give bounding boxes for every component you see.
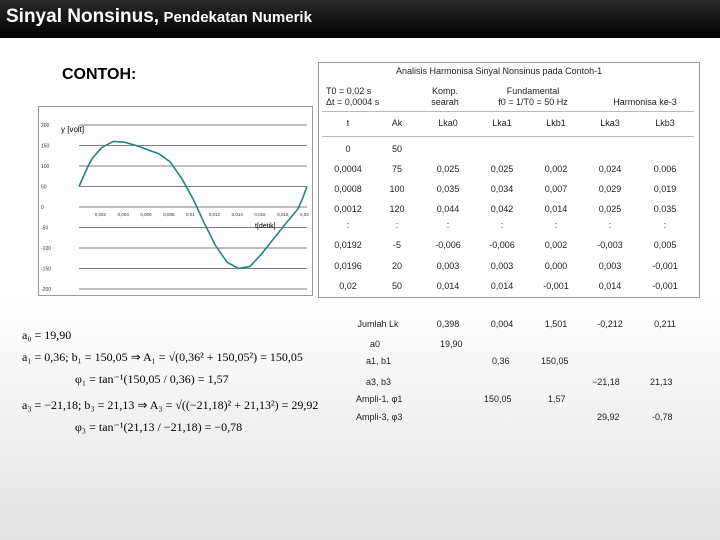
table-cell: -0,006 (435, 240, 461, 250)
x-tick-label: 0,002 (94, 212, 107, 217)
b3-value: 21,13 (650, 377, 673, 387)
ampli1-label: Ampli-1, φ1 (356, 394, 403, 404)
h3-head: Harmonisa ke-3 (613, 97, 677, 107)
table-cell: 0,0012 (334, 204, 362, 214)
table-cell: 0,003 (598, 261, 622, 271)
y-tick-label: 200 (41, 123, 50, 129)
x-tick-label: 0,016 (254, 212, 266, 217)
x-tick-label: 0,006 (140, 212, 152, 217)
waveform-chart (38, 106, 313, 296)
param-t0: T0 = 0,02 s (326, 86, 372, 96)
komp-head-1: Komp. (431, 86, 458, 96)
a3b3-label: a3, b3 (366, 377, 392, 387)
table-cell: -0,003 (597, 240, 623, 250)
table-cell: : (446, 220, 450, 230)
table-cell: 0,035 (653, 204, 677, 214)
table-cell: 20 (391, 261, 402, 271)
table-cell: 0,014 (544, 204, 568, 214)
x-tick-label: 0,004 (117, 212, 129, 217)
title-bar (0, 0, 720, 38)
y-tick-label: -100 (41, 246, 52, 252)
table-cell: 0,029 (598, 184, 622, 194)
x-axis-label: t[detik] (255, 223, 276, 230)
phi3-value: -0,78 (652, 412, 673, 422)
phi1-value: 1,57 (548, 394, 566, 404)
ampli1-value: 150,05 (484, 394, 512, 404)
fund-head-1: Fundamental (506, 86, 560, 96)
formula-a1: a₁ = 0,36; b₁ = 150,05 ⇒ A₁ = √(0,36² + 150,05²) = 150,05 (22, 350, 303, 364)
table-cell: 0,025 (598, 204, 622, 214)
table-cell: 50 (391, 281, 402, 291)
fund-head-2: f0 = 1/T0 = 50 Hz (498, 97, 568, 107)
table-title: Analisis Harmonisa Sinyal Nonsinus pada Contoh-1 (396, 66, 603, 76)
table-cell: 0,014 (490, 281, 514, 291)
table-cell: : (500, 220, 504, 230)
y-tick-label: 100 (41, 164, 50, 170)
y-tick-label: 50 (41, 184, 47, 191)
jumlah-cell: 1,501 (544, 319, 568, 329)
chart-svg (39, 107, 314, 297)
table-cell: : (663, 220, 667, 230)
column-header: Lka1 (492, 118, 512, 128)
table-cell: 0,006 (653, 164, 677, 174)
formula-phi1: φ₁ = tan⁻¹(150,05 / 0,36) = 1,57 (75, 372, 229, 386)
table-cell: -0,001 (543, 281, 569, 291)
formula-a3: a₃ = −21,18; b₃ = 21,13 ⇒ A₃ = √((−21,18)² + 21,13²) = 29,92 (22, 398, 319, 412)
table-cell: : (608, 220, 612, 230)
y-tick-label: -50 (41, 225, 49, 232)
jumlah-label: Jumlah Lk (357, 319, 399, 329)
table-cell: 0,007 (544, 184, 568, 194)
table-cell: 0,019 (653, 184, 677, 194)
table-cell: 0,024 (598, 164, 622, 174)
table-cell: 0,025 (490, 164, 514, 174)
table-cell: 0,005 (653, 240, 677, 250)
divider (322, 136, 694, 137)
ampli3-label: Ampli-3, φ3 (356, 412, 403, 422)
a1b1-label: a1, b1 (366, 356, 392, 366)
jumlah-cell: 0,004 (490, 319, 514, 329)
y-tick-label: 150 (41, 143, 50, 150)
y-tick-label: -200 (41, 287, 52, 293)
y-tick-label: 0 (41, 205, 44, 211)
contoh-label: CONTOH: (62, 66, 137, 83)
b1-value: 150,05 (541, 356, 569, 366)
table-cell: -0,006 (489, 240, 515, 250)
table-cell: 0 (345, 144, 351, 154)
a3-value: −21,18 (592, 377, 620, 387)
table-cell: : (554, 220, 558, 230)
column-header: Lkb1 (546, 118, 566, 128)
y-axis-label: y [volt] (61, 125, 85, 134)
table-cell: 100 (389, 184, 405, 194)
a0-label: a0 (370, 339, 381, 349)
x-tick-label: 0,012 (208, 212, 221, 217)
table-cell: 0,034 (490, 184, 514, 194)
a1-value: 0,36 (492, 356, 510, 366)
x-tick-label: 0,018 (277, 212, 289, 217)
formula-phi3: φ₃ = tan⁻¹(21,13 / −21,18) = −0,78 (75, 420, 243, 434)
jumlah-cell: 0,398 (436, 319, 460, 329)
table-cell: 0,003 (490, 261, 514, 271)
table-cell: : (395, 220, 399, 230)
formula-a0: a₀ = 19,90 (22, 328, 72, 342)
table-cell: 0,0004 (334, 164, 362, 174)
table-cell: 0,014 (598, 281, 622, 291)
jumlah-cell: 0,211 (654, 319, 676, 329)
column-header: t (346, 118, 350, 128)
table-cell: 0,0192 (334, 240, 362, 250)
table-cell: 0,025 (436, 164, 460, 174)
series-line (79, 141, 307, 268)
divider (322, 111, 694, 112)
x-tick-label: 0,01 (186, 212, 195, 217)
table-cell: 0,02 (339, 281, 357, 291)
table-cell: 75 (391, 164, 402, 174)
x-tick-label: 0,014 (231, 212, 243, 217)
table-cell: 120 (389, 204, 405, 214)
y-tick-label: -150 (41, 266, 52, 273)
table-cell: 0,000 (544, 261, 568, 271)
column-header: Lkb3 (655, 118, 675, 128)
table-cell: -5 (392, 240, 401, 250)
komp-head-2: searah (431, 97, 459, 107)
column-header: Lka3 (600, 118, 620, 128)
table-cell: -0,001 (652, 261, 678, 271)
table-cell: 50 (391, 144, 402, 154)
x-tick-label: 0,02 (300, 212, 309, 217)
table-cell: -0,001 (652, 281, 678, 291)
table-cell: 0,035 (436, 184, 460, 194)
table-cell: : (346, 220, 350, 230)
table-cell: 0,002 (544, 240, 568, 250)
ampli3-value: 29,92 (597, 412, 620, 422)
x-tick-label: 0,008 (163, 212, 175, 217)
table-cell: 0,044 (436, 204, 460, 214)
column-header: Ak (391, 118, 403, 128)
page-title: Sinyal Nonsinus, (6, 6, 160, 27)
page-subtitle: Pendekatan Numerik (163, 9, 312, 26)
table-cell: 0,014 (436, 281, 460, 291)
table-cell: 0,0008 (334, 184, 362, 194)
column-header: Lka0 (438, 118, 458, 128)
table-cell: 0,003 (436, 261, 460, 271)
a0-value: 19,90 (440, 339, 463, 349)
table-cell: 0,002 (544, 164, 568, 174)
table-cell: 0,042 (490, 204, 514, 214)
param-dt: Δt = 0,0004 s (326, 97, 380, 107)
table-cell: 0,0196 (334, 261, 362, 271)
jumlah-cell: -0,212 (597, 319, 623, 329)
